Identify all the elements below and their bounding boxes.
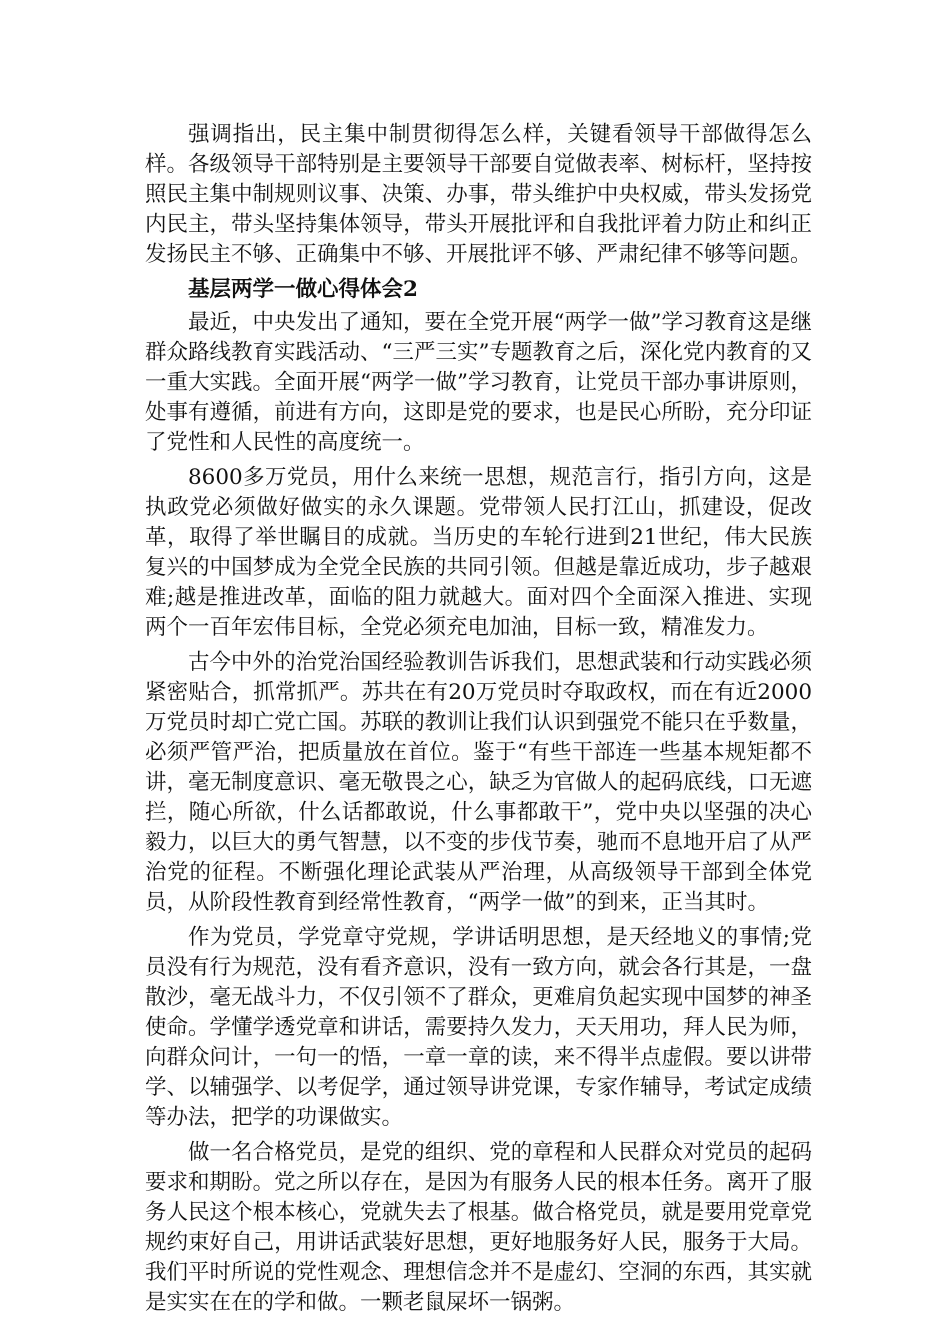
paragraph-lessons: 古今中外的治党治国经验教训告诉我们，思想武装和行动实践必须紧密贴合，抓常抓严。苏共在有20万党员时夺取政权，而在有近2000万党员时却亡党亡国。苏联的教训让我们认识到强党不能只在乎数量，必须严管严治，把质量放在首位。鉴于“有些干部连一些基本规矩都不讲，毫无制度意识、毫无敬畏之心，缺乏为官做人的起码底线，口无遮拦，随心所欲，什么话都敢说，什么事都敢干”，党中央以坚强的决心毅力，以巨大的勇气智慧，以不变的步伐节奏，驰而不息地开启了从严治党的征程。不断强化理论武装从严治理，从高级领导干部到全体党员，从阶段性教育到经常性教育，“两学一做”的到来，正当其时。 (145, 650, 812, 915)
paragraph-party-members: 8600多万党员，用什么来统一思想，规范言行，指引方向，这是执政党必须做好做实的永久课题。党带领人民打江山，抓建设，促改革，取得了举世瞩目的成就。当历史的车轮行进到21世纪，伟大民族复兴的中国梦成为全党全民族的共同引领。但越是靠近成功，步子越艰难;越是推进改革，面临的阻力就越大。面对四个全面深入推进、实现两个一百年宏伟目标，全党必须充电加油，目标一致，精准发力。 (145, 465, 812, 640)
paragraph-study: 作为党员，学党章守党规，学讲话明思想，是天经地义的事情;党员没有行为规范，没有看齐意识，没有一致方向，就会各行其是，一盘散沙，毫无战斗力，不仅引领不了群众，更难肩负起实现中国梦的神圣使命。学懂学透党章和讲话，需要持久发力，天天用功，拜人民为师，向群众问计，一句一的悟，一章一章的读，来不得半点虚假。要以讲带学、以辅强学、以考促学，通过领导讲党课，专家作辅导，考试定成绩等办法，把学的功课做实。 (145, 925, 812, 1130)
paragraph-qualified-member: 做一名合格党员，是党的组织、党的章程和人民群众对党员的起码要求和期盼。党之所以存在，是因为有服务人民的根本任务。离开了服务人民这个根本核心，党就失去了根基。做合格党员，就是要用党章党规约束好自己，用讲话武装好思想，更好地服务好人民，服务于大局。我们平时所说的党性观念、理想信念并不是虚幻、空洞的东西，其实就是实实在在的学和做。一颗老鼠屎坏一锅粥。 (145, 1140, 812, 1315)
section-heading: 基层两学一做心得体会2 (188, 277, 418, 302)
paragraph-intro: 最近，中央发出了通知，要在全党开展“两学一做”学习教育这是继群众路线教育实践活动、“三严三实”专题教育之后，深化党内教育的又一重大实践。全面开展“两学一做”学习教育，让党员干部办事讲原则，处事有遵循，前进有方向，这即是党的要求，也是民心所盼，充分印证了党性和人民性的高度统一。 (145, 310, 812, 455)
document-page (145, 120, 812, 1323)
paragraph-democratic-centralism: 强调指出，民主集中制贯彻得怎么样，关键看领导干部做得怎么样。各级领导干部特别是主要领导干部要自觉做表率、树标杆，坚持按照民主集中制规则议事、决策、办事，带头维护中央权威，带头发扬党内民主，带头坚持集体领导，带头开展批评和自我批评着力防止和纠正发扬民主不够、正确集中不够、开展批评不够、严肃纪律不够等问题。 (145, 122, 812, 267)
